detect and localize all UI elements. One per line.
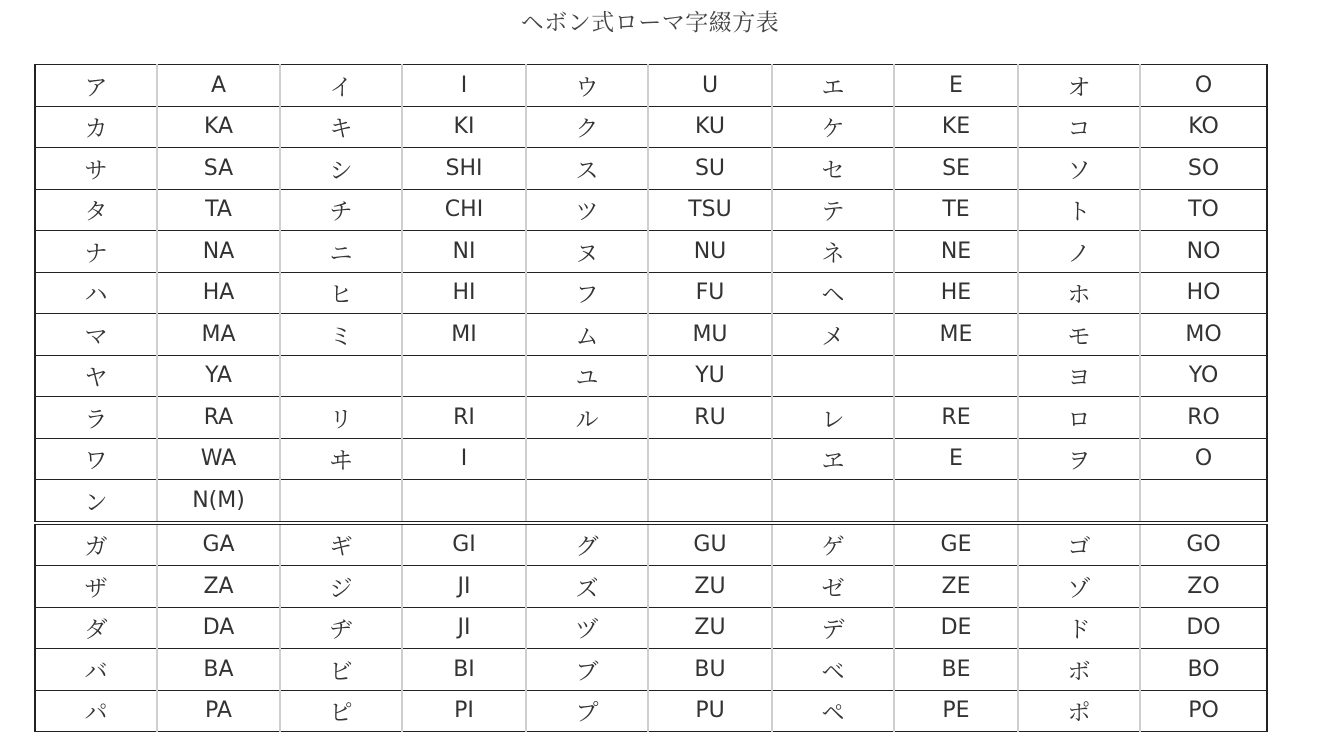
romaji-cell: KI [402, 106, 526, 148]
kana-cell: ケ [772, 106, 894, 148]
romaji-cell: E [894, 438, 1018, 480]
kana-cell: ツ [526, 189, 648, 231]
romaji-cell: MA [157, 314, 280, 356]
kana-cell: ヱ [772, 438, 894, 480]
kana-cell: フ [526, 272, 648, 314]
romaji-cell: GA [157, 523, 280, 566]
romaji-cell: A [157, 65, 280, 107]
kana-cell: ヂ [280, 607, 402, 649]
kana-cell: ロ [1018, 397, 1140, 439]
romaji-cell: NA [157, 231, 280, 273]
kana-cell [772, 480, 894, 523]
kana-cell: デ [772, 607, 894, 649]
romaji-cell: BI [402, 649, 526, 691]
romaji-cell: HO [1140, 272, 1267, 314]
romaji-cell: RO [1140, 397, 1267, 439]
romaji-cell: I [402, 65, 526, 107]
romaji-cell: BU [648, 649, 772, 691]
romaji-cell: N(M) [157, 480, 280, 523]
romaji-cell: KE [894, 106, 1018, 148]
kana-cell: ジ [280, 566, 402, 608]
kana-cell [526, 480, 648, 523]
table-row [35, 566, 1267, 608]
table-row [35, 314, 1267, 356]
romaji-cell: I [402, 438, 526, 480]
table-row [35, 355, 1267, 397]
romaji-cell: KO [1140, 106, 1267, 148]
kana-cell: ゼ [772, 566, 894, 608]
kana-cell: ナ [35, 231, 157, 273]
romaji-cell: YU [648, 355, 772, 397]
romaji-cell: PI [402, 690, 526, 732]
kana-cell: ビ [280, 649, 402, 691]
romaji-cell: ME [894, 314, 1018, 356]
kana-cell: モ [1018, 314, 1140, 356]
romaji-cell: FU [648, 272, 772, 314]
kana-cell: プ [526, 690, 648, 732]
romaji-cell: BO [1140, 649, 1267, 691]
kana-cell [772, 355, 894, 397]
table-row [35, 272, 1267, 314]
romaji-cell: SA [157, 148, 280, 190]
romaji-table [34, 64, 1268, 732]
kana-cell: ヒ [280, 272, 402, 314]
romaji-cell: RA [157, 397, 280, 439]
kana-cell: ア [35, 65, 157, 107]
kana-cell: ソ [1018, 148, 1140, 190]
kana-cell: ゲ [772, 523, 894, 566]
romaji-cell: GU [648, 523, 772, 566]
kana-cell: ス [526, 148, 648, 190]
romaji-cell: DE [894, 607, 1018, 649]
table-row [35, 231, 1267, 273]
romaji-cell [402, 355, 526, 397]
romaji-cell: TO [1140, 189, 1267, 231]
romaji-cell: NI [402, 231, 526, 273]
kana-cell [280, 355, 402, 397]
romaji-cell: YA [157, 355, 280, 397]
romaji-cell: E [894, 65, 1018, 107]
romaji-cell: DO [1140, 607, 1267, 649]
kana-cell: ギ [280, 523, 402, 566]
romaji-cell: RI [402, 397, 526, 439]
kana-cell: カ [35, 106, 157, 148]
kana-cell: ン [35, 480, 157, 523]
kana-cell: ダ [35, 607, 157, 649]
romaji-cell: BA [157, 649, 280, 691]
kana-cell: ヌ [526, 231, 648, 273]
kana-cell: マ [35, 314, 157, 356]
kana-cell: ヨ [1018, 355, 1140, 397]
romaji-cell: NU [648, 231, 772, 273]
romaji-cell: ZA [157, 566, 280, 608]
romaji-cell: GI [402, 523, 526, 566]
kana-cell: イ [280, 65, 402, 107]
basic-syllables-section [35, 65, 1267, 523]
romaji-cell: JI [402, 607, 526, 649]
kana-cell: チ [280, 189, 402, 231]
kana-cell: エ [772, 65, 894, 107]
romaji-cell [402, 480, 526, 523]
romaji-cell: U [648, 65, 772, 107]
romaji-cell: HI [402, 272, 526, 314]
romaji-cell: MI [402, 314, 526, 356]
kana-cell: タ [35, 189, 157, 231]
kana-cell: ハ [35, 272, 157, 314]
kana-cell: サ [35, 148, 157, 190]
kana-cell: コ [1018, 106, 1140, 148]
kana-cell: パ [35, 690, 157, 732]
kana-cell: ホ [1018, 272, 1140, 314]
kana-cell: ベ [772, 649, 894, 691]
kana-cell: ノ [1018, 231, 1140, 273]
romaji-cell: TE [894, 189, 1018, 231]
table-row [35, 65, 1267, 107]
romaji-cell: PA [157, 690, 280, 732]
kana-cell: ペ [772, 690, 894, 732]
kana-cell [1018, 480, 1140, 523]
romaji-cell: RE [894, 397, 1018, 439]
kana-cell: ム [526, 314, 648, 356]
romaji-cell: NE [894, 231, 1018, 273]
table-row [35, 523, 1267, 566]
kana-cell: ト [1018, 189, 1140, 231]
kana-cell: ネ [772, 231, 894, 273]
romaji-cell: NO [1140, 231, 1267, 273]
table-row [35, 438, 1267, 480]
kana-cell: グ [526, 523, 648, 566]
kana-cell: オ [1018, 65, 1140, 107]
romaji-cell: SU [648, 148, 772, 190]
romaji-cell: RU [648, 397, 772, 439]
table-row [35, 649, 1267, 691]
romaji-cell: CHI [402, 189, 526, 231]
romaji-cell: YO [1140, 355, 1267, 397]
romaji-cell: GO [1140, 523, 1267, 566]
kana-cell [280, 480, 402, 523]
romaji-cell: PU [648, 690, 772, 732]
page-title: ヘボン式ローマ字綴方表 [520, 10, 780, 36]
romaji-cell: TA [157, 189, 280, 231]
kana-cell: ヅ [526, 607, 648, 649]
romaji-cell [894, 480, 1018, 523]
romaji-cell: BE [894, 649, 1018, 691]
romaji-cell: MO [1140, 314, 1267, 356]
kana-cell: ヰ [280, 438, 402, 480]
romaji-cell: HA [157, 272, 280, 314]
kana-cell [526, 438, 648, 480]
romaji-cell: O [1140, 65, 1267, 107]
kana-cell: レ [772, 397, 894, 439]
kana-cell: ブ [526, 649, 648, 691]
kana-cell: ゾ [1018, 566, 1140, 608]
romaji-cell [648, 438, 772, 480]
romaji-cell: PE [894, 690, 1018, 732]
kana-cell: リ [280, 397, 402, 439]
kana-cell: ミ [280, 314, 402, 356]
romaji-cell: PO [1140, 690, 1267, 732]
romaji-cell: MU [648, 314, 772, 356]
kana-cell: セ [772, 148, 894, 190]
kana-cell: ポ [1018, 690, 1140, 732]
romaji-cell [1140, 480, 1267, 523]
kana-cell: ザ [35, 566, 157, 608]
romaji-cell: SHI [402, 148, 526, 190]
table-row [35, 106, 1267, 148]
table-row [35, 480, 1267, 523]
kana-cell: キ [280, 106, 402, 148]
romaji-cell: JI [402, 566, 526, 608]
table-row [35, 148, 1267, 190]
romaji-cell: KU [648, 106, 772, 148]
kana-cell: バ [35, 649, 157, 691]
kana-cell: ド [1018, 607, 1140, 649]
table-row [35, 397, 1267, 439]
kana-cell: ニ [280, 231, 402, 273]
romaji-cell: GE [894, 523, 1018, 566]
kana-cell: ズ [526, 566, 648, 608]
kana-cell: ヲ [1018, 438, 1140, 480]
kana-cell: ユ [526, 355, 648, 397]
kana-cell: ヘ [772, 272, 894, 314]
romaji-cell: ZE [894, 566, 1018, 608]
kana-cell: ゴ [1018, 523, 1140, 566]
kana-cell: シ [280, 148, 402, 190]
romaji-cell: TSU [648, 189, 772, 231]
romaji-cell: O [1140, 438, 1267, 480]
romaji-cell: ZU [648, 566, 772, 608]
kana-cell: ボ [1018, 649, 1140, 691]
romaji-cell: HE [894, 272, 1018, 314]
kana-cell: テ [772, 189, 894, 231]
romaji-cell: KA [157, 106, 280, 148]
table-row [35, 690, 1267, 732]
table-row [35, 189, 1267, 231]
romaji-cell: SO [1140, 148, 1267, 190]
kana-cell: ル [526, 397, 648, 439]
romaji-cell: WA [157, 438, 280, 480]
kana-cell: ピ [280, 690, 402, 732]
romaji-cell: ZU [648, 607, 772, 649]
romaji-cell [648, 480, 772, 523]
romaji-cell: DA [157, 607, 280, 649]
kana-cell: ラ [35, 397, 157, 439]
kana-cell: ワ [35, 438, 157, 480]
kana-cell: ガ [35, 523, 157, 566]
kana-cell: メ [772, 314, 894, 356]
kana-cell: ク [526, 106, 648, 148]
table-row [35, 607, 1267, 649]
kana-cell: ヤ [35, 355, 157, 397]
voiced-syllables-section [35, 523, 1267, 732]
kana-cell: ウ [526, 65, 648, 107]
romaji-cell: ZO [1140, 566, 1267, 608]
romaji-cell: SE [894, 148, 1018, 190]
romaji-cell [894, 355, 1018, 397]
